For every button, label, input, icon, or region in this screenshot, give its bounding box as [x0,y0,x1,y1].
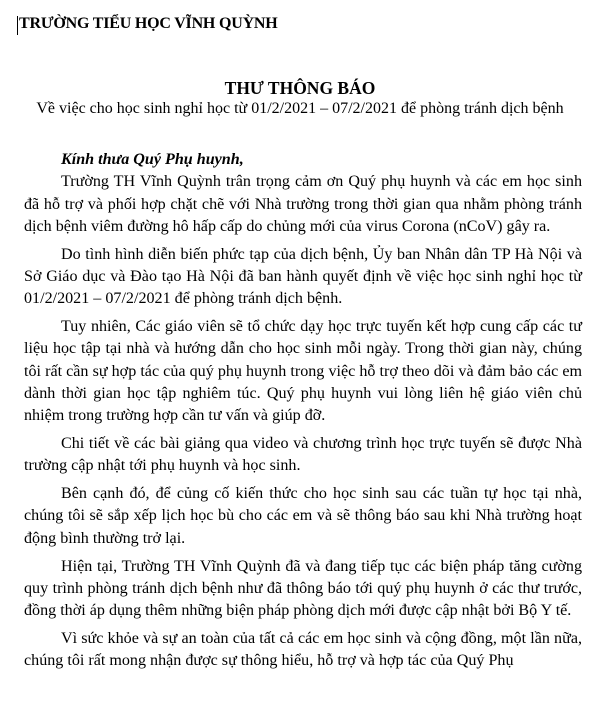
document-body [24,149,582,678]
paragraph-video-lessons: Chi tiết về các bài giảng qua video và chương trình học trực tuyến sẽ được Nhà trường cập nhật tới phụ huynh và học sinh. [24,435,582,475]
paragraph-closure-decision: Do tình hình diễn biến phức tạp của dịch bệnh, Ủy ban Nhân dân TP Hà Nội và Sở Giáo dục và Đào tạo Hà Nội đã ban hành quyết định về việc học sinh nghỉ học từ 01/2/2021 – 07/2/2021 để phòng tránh dịch bệnh. [24,245,582,308]
paragraph-thanks: Trường TH Vĩnh Quỳnh trân trọng cảm ơn Quý phụ huynh và các em học sinh đã hỗ trợ và phối hợp chặt chẽ với Nhà trường trong thời gian qua nhằm phòng tránh dịch bệnh viêm đường hô hấp cấp do chủng mới của virus Corona (nCoV) gây ra. [24,173,582,235]
paragraph-closing-appeal: Vì sức khỏe và sự an toàn của tất cả các em học sinh và cộng đồng, một lần nữa, chúng tôi rất mong nhận được sự thông hiểu, hỗ trợ và hợp tác của Quý Phụ [24,629,582,670]
school-name: TRƯỜNG TIỂU HỌC VĨNH QUỲNH [19,15,278,32]
document-subtitle: Về việc cho học sinh nghỉ học từ 01/2/2021 – 07/2/2021 để phòng tránh dịch bệnh [36,100,564,117]
paragraph-prevention-measures: Hiện tại, Trường TH Vĩnh Quỳnh đã và đang tiếp tục các biện pháp tăng cường quy trình phòng tránh dịch bệnh như đã thông báo tới quý phụ huynh ở các thư trước, đồng thời áp dụng thêm những biện pháp phòng dịch mới được cập nhật bởi Bộ Y tế. [24,557,582,620]
text-cursor [17,16,18,35]
paragraph-makeup-classes: Bên cạnh đó, để củng cố kiến thức cho học sinh sau các tuần tự học tại nhà, chúng tôi sẽ sắp xếp lịch học bù cho các em và sẽ thông báo sau khi Nhà trường hoạt động bình thường trở lại. [24,485,582,547]
paragraph-online-teaching: Tuy nhiên, Các giáo viên sẽ tổ chức dạy học trực tuyến kết hợp cung cấp các tư liệu học tập tại nhà và hướng dẫn cho học sinh mỗi ngày. Trong thời gian này, chúng tôi rất cần sự hợp tác của quý phụ huynh trong việc hỗ trợ theo dõi và đảm bảo các em dành thời gian học tập nghiêm túc. Quý phụ huynh vui lòng liên hệ giáo viên chủ nhiệm trong trường hợp cần tư vấn và giúp đỡ. [24,318,582,425]
greeting: Kính thưa Quý Phụ huynh, [61,151,244,168]
document-title: THƯ THÔNG BÁO [224,78,376,98]
